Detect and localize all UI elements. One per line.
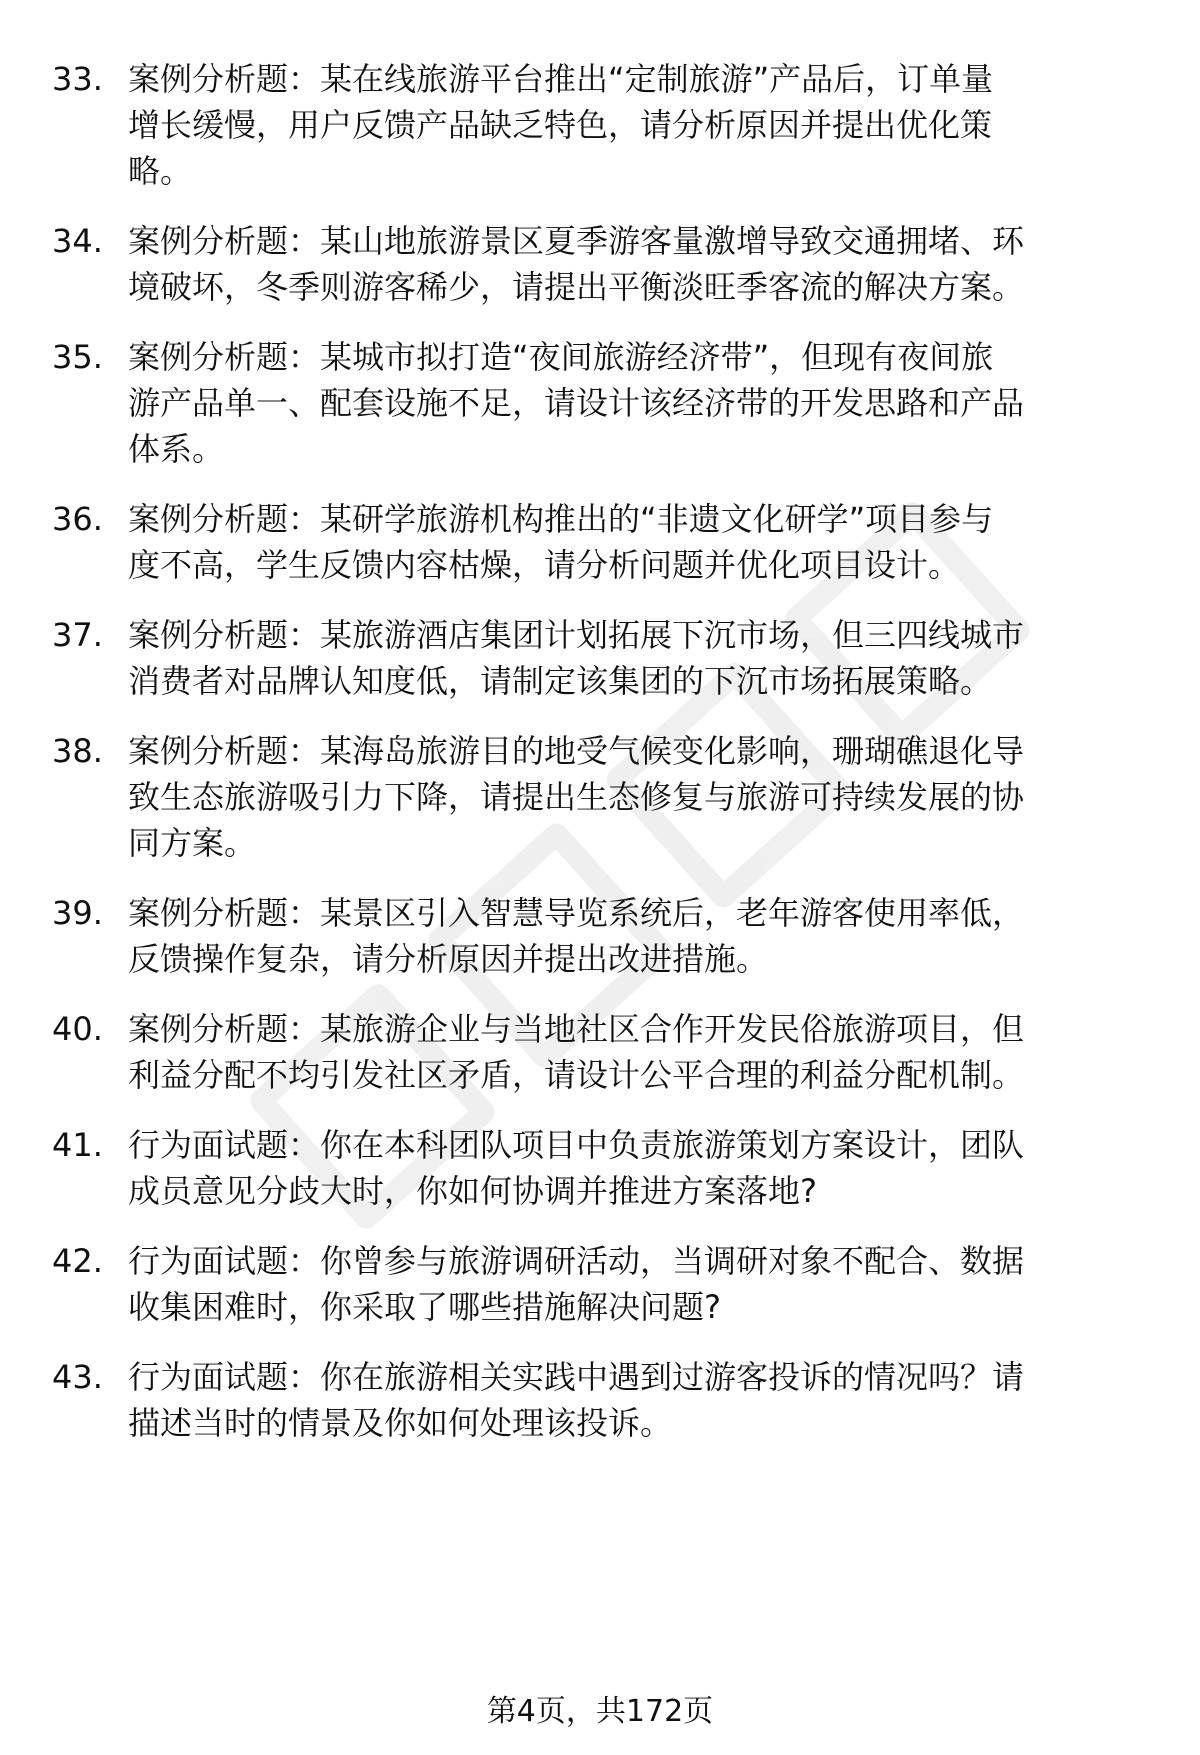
question-text-line: 度不高，学生反馈内容枯燥，请分析问题并优化项目设计。 (128, 546, 961, 584)
question-text-line: 行为面试题：你在旅游相关实践中遇到过游客投诉的情况吗？请 (128, 1358, 1025, 1396)
question-number: 40. (52, 1010, 103, 1048)
question-text-line: 案例分析题：某旅游企业与当地社区合作开发民俗旅游项目，但 (128, 1010, 1025, 1048)
question-text-line: 案例分析题：某旅游酒店集团计划拓展下沉市场，但三四线城市 (128, 616, 1025, 654)
question-number: 43. (52, 1358, 103, 1396)
question-text-line: 行为面试题：你曾参与旅游调研活动，当调研对象不配合、数据 (128, 1242, 1025, 1280)
page-footer: 第4页，共172页 (486, 1694, 714, 1729)
question-text-line: 描述当时的情景及你如何处理该投诉。 (128, 1404, 673, 1442)
question-text-line: 案例分析题：某研学旅游机构推出的“非遗文化研学”项目参与 (128, 500, 994, 538)
question-number: 35. (52, 338, 103, 376)
question-text-line: 同方案。 (128, 824, 257, 862)
question-number: 33. (52, 60, 103, 98)
question-text-line: 行为面试题：你在本科团队项目中负责旅游策划方案设计，团队 (128, 1126, 1025, 1164)
question-text-line: 案例分析题：某景区引入智慧导览系统后，老年游客使用率低， (128, 894, 1025, 932)
question-number: 37. (52, 616, 103, 654)
question-text-line: 体系。 (128, 430, 225, 468)
question-text-line: 致生态旅游吸引力下降，请提出生态修复与旅游可持续发展的协 (128, 778, 1025, 816)
question-text-line: 成员意见分歧大时，你如何协调并推进方案落地? (128, 1172, 817, 1210)
question-number: 34. (52, 222, 103, 260)
question-text-line: 利益分配不均引发社区矛盾，请设计公平合理的利益分配机制。 (128, 1056, 1025, 1094)
question-text-line: 案例分析题：某在线旅游平台推出“定制旅游”产品后，订单量 (128, 60, 994, 98)
question-text-line: 案例分析题：某山地旅游景区夏季游客量激增导致交通拥堵、环 (128, 222, 1025, 260)
question-text-line: 收集困难时，你采取了哪些措施解决问题? (128, 1288, 721, 1326)
question-text-line: 略。 (128, 152, 193, 190)
question-number: 42. (52, 1242, 103, 1280)
question-text-line: 增长缓慢，用户反馈产品缺乏特色，请分析原因并提出优化策 (128, 106, 993, 144)
question-number: 38. (52, 732, 103, 770)
question-number: 36. (52, 500, 103, 538)
question-text-line: 案例分析题：某海岛旅游目的地受气候变化影响，珊瑚礁退化导 (128, 732, 1025, 770)
question-number: 41. (52, 1126, 103, 1164)
question-text-line: 反馈操作复杂，请分析原因并提出改进措施。 (128, 940, 769, 978)
question-text-line: 消费者对品牌认知度低，请制定该集团的下沉市场拓展策略。 (128, 662, 993, 700)
question-number: 39. (52, 894, 103, 932)
question-text-line: 案例分析题：某城市拟打造“夜间旅游经济带”，但现有夜间旅 (128, 338, 994, 376)
question-text-line: 境破坏，冬季则游客稀少，请提出平衡淡旺季客流的解决方案。 (128, 268, 1025, 306)
question-text-line: 游产品单一、配套设施不足，请设计该经济带的开发思路和产品 (128, 384, 1025, 422)
